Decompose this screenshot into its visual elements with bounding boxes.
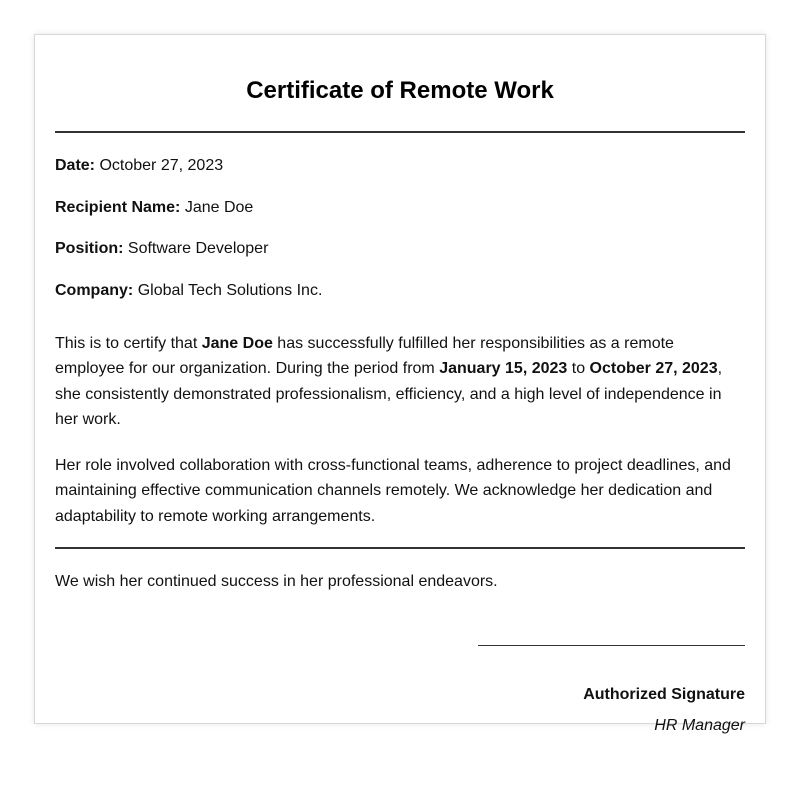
closing-statement: We wish her continued success in her professional endeavors. <box>55 573 498 590</box>
certificate <box>34 34 766 734</box>
para1-text-4: , she consistently demonstrated professionalism, efficiency, and a high level of independence in her work. <box>55 360 723 428</box>
para1-end-date: October 27, 2023 <box>589 360 718 377</box>
para1-recipient-name: Jane Doe <box>201 334 273 352</box>
para1-text-1: This is to certify that <box>55 334 202 352</box>
position-label: Position: <box>55 240 124 257</box>
company-value: Global Tech Solutions Inc. <box>137 281 323 299</box>
top-divider <box>55 131 745 133</box>
certificate-title: Certificate of Remote Work <box>246 77 554 104</box>
date-label: Date: <box>55 157 96 174</box>
middle-divider <box>55 547 745 549</box>
para1-text-3: to <box>567 360 590 377</box>
signature-role: HR Manager <box>654 717 745 734</box>
para1-text-2: has successfully fulfilled her responsibilities as a remote employee for our organization. During the period from <box>55 334 674 377</box>
recipient-name-value: Jane Doe <box>184 198 254 216</box>
date-value: October 27, 2023 <box>99 157 224 174</box>
company-label: Company: <box>55 281 134 299</box>
role-paragraph: Her role involved collaboration with cross-functional teams, adherence to project deadlines, and maintaining effective communication channels remotely. We acknowledge her dedication and adaptability to remote working arrangements. <box>55 456 731 525</box>
recipient-name-label: Recipient Name: <box>55 198 181 216</box>
certificate-fields <box>55 156 745 301</box>
signature-block <box>55 645 745 736</box>
para1-start-date: January 15, 2023 <box>439 360 568 377</box>
signature-line <box>478 645 745 646</box>
recipient-name-field <box>55 198 745 218</box>
signature-label: Authorized Signature <box>583 686 745 703</box>
date-field <box>55 156 745 176</box>
certification-paragraph <box>55 331 745 433</box>
company-field <box>55 281 745 301</box>
position-field <box>55 239 745 259</box>
position-value: Software Developer <box>127 240 269 257</box>
